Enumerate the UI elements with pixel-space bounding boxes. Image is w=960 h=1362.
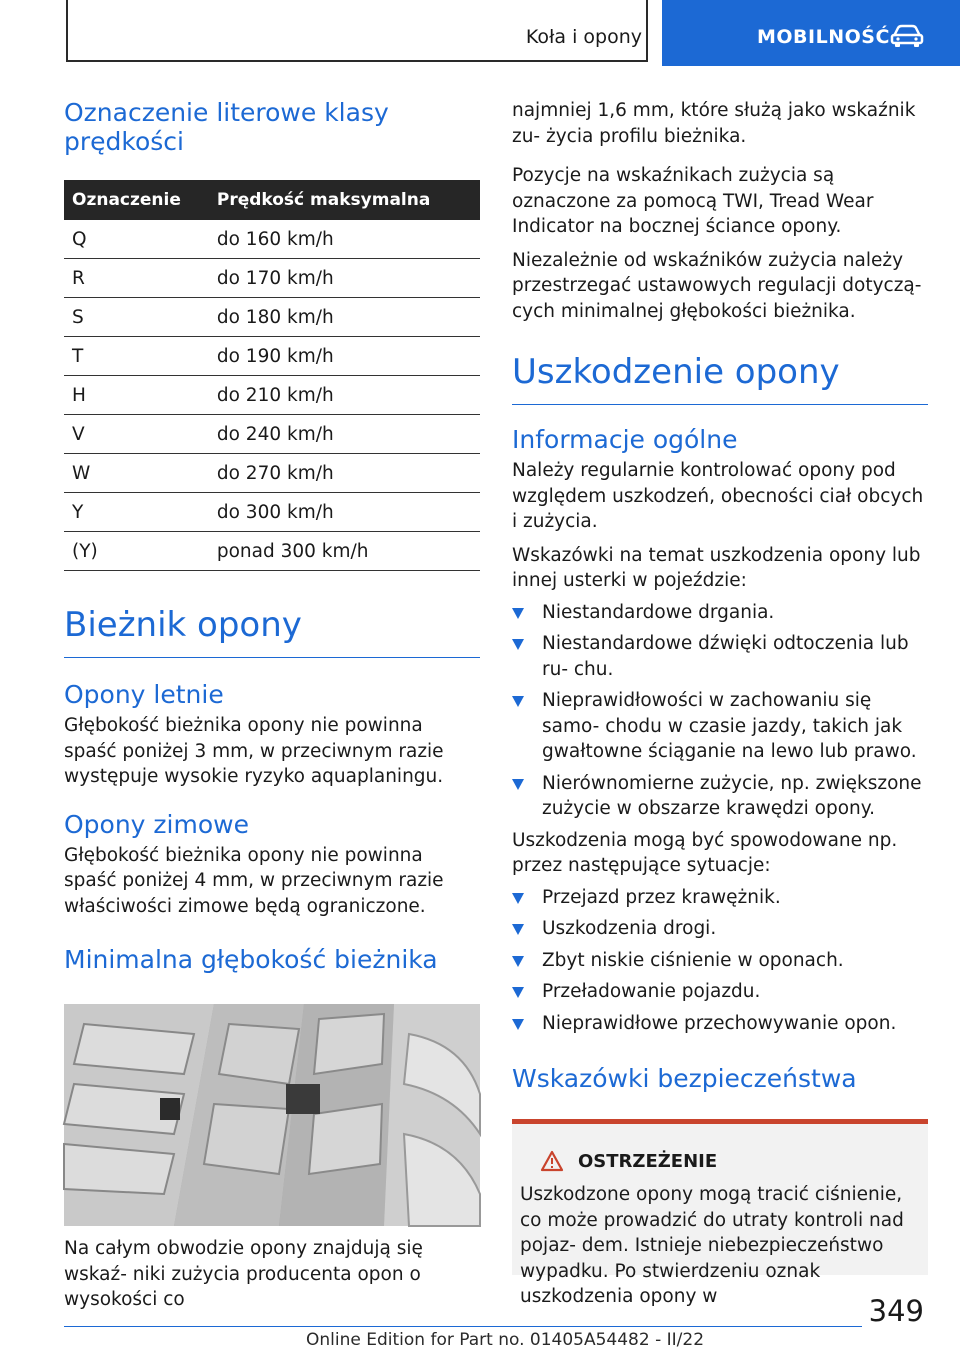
- table-cell: do 160 km/h: [207, 220, 480, 259]
- hints-text: Wskazówki na temat uszkodzenia opony lub innej usterki w pojeździe:: [512, 544, 921, 591]
- table-cell: Y: [64, 493, 207, 532]
- footer-divider: [64, 1326, 862, 1327]
- list-item: [512, 979, 928, 1005]
- image-caption: Na całym obwodzie opony znajdują się wskaź- niki zużycia producenta opon o wysokości co: [64, 1238, 423, 1310]
- warning-title-row: [520, 1150, 920, 1172]
- speed-table: [64, 180, 480, 571]
- triangle-bullet-icon: [512, 779, 524, 790]
- table-row: [64, 298, 480, 337]
- table-cell: R: [64, 259, 207, 298]
- table-cell: T: [64, 337, 207, 376]
- winter-text: Głębokość bieżnika opony nie powinna spaść poniżej 4 mm, w przeciwnym razie właściwości zimowe będą ograniczone.: [64, 844, 444, 917]
- table-row: [64, 259, 480, 298]
- continued-text: najmniej 1,6 mm, które służą jako wskaźnik zu- życia profilu bieżnika.: [512, 100, 916, 147]
- list-item-text: Niestandardowe dźwięki odtoczenia lub ru- chu.: [542, 633, 909, 680]
- tread-heading: Bieżnik opony: [64, 605, 480, 658]
- warning-text: Uszkodzone opony mogą tracić ciśnienie, co może prowadzić do utraty kontroli nad pojaz- dem. Istnieje niebezpieczeństwo wypadku. Po stwierdzeniu oznak uszkodzenia opony w: [520, 1184, 904, 1307]
- wear-indicator-large: [286, 1084, 320, 1114]
- summer-heading: Opony letnie: [64, 680, 224, 709]
- tire-tread-illustration: [64, 1004, 480, 1226]
- twi-text: Pozycje na wskaźnikach zużycia są oznaczone za pomocą TWI, Tread Wear Indicator na bocznej ściance opony.: [512, 165, 874, 237]
- causes-text: Uszkodzenia mogą być spowodowane np. przez następujące sytuacje:: [512, 829, 898, 876]
- table-cell: W: [64, 454, 207, 493]
- damage-heading: Uszkodzenie opony: [512, 352, 928, 405]
- table-cell: do 210 km/h: [207, 376, 480, 415]
- table-row: [64, 415, 480, 454]
- list-item: [512, 916, 928, 942]
- table-cell: do 300 km/h: [207, 493, 480, 532]
- safety-heading: Wskazówki bezpieczeństwa: [512, 1064, 857, 1093]
- table-header-speed: Prędkość maksymalna: [207, 180, 480, 220]
- table-cell: do 180 km/h: [207, 298, 480, 337]
- triangle-bullet-icon: [512, 639, 524, 650]
- list-item-text: Nieprawidłowości w zachowaniu się samo- chodu w czasie jazdy, takich jak gwałtowne ściąganie na lewo lub prawo.: [542, 690, 917, 762]
- causes-list: [512, 885, 928, 1037]
- right-column: [512, 98, 928, 1307]
- warning-icon: [540, 1150, 564, 1172]
- hints-list: [512, 600, 928, 822]
- table-row: [64, 337, 480, 376]
- list-item-text: Nierównomierne zużycie, np. zwiększone zużycie w obszarze krawędzi opony.: [542, 772, 922, 819]
- table-cell: ponad 300 km/h: [207, 532, 480, 571]
- regulation-text: Niezależnie od wskaźników zużycia należy przestrzegać ustawowych regulacji dotyczą- cych minimalnej głębokości bieżnika.: [512, 249, 922, 322]
- table-cell: do 270 km/h: [207, 454, 480, 493]
- triangle-bullet-icon: [512, 987, 524, 998]
- table-cell: H: [64, 376, 207, 415]
- triangle-bullet-icon: [512, 608, 524, 619]
- table-cell: Q: [64, 220, 207, 259]
- page-number: 349: [868, 1294, 924, 1328]
- left-column: [64, 98, 480, 1313]
- table-cell: V: [64, 415, 207, 454]
- chapter-tab[interactable]: [662, 0, 960, 66]
- list-item: [512, 600, 928, 626]
- warning-box: [512, 1119, 928, 1307]
- list-item-text: Przejazd przez krawężnik.: [542, 886, 781, 908]
- triangle-bullet-icon: [512, 956, 524, 967]
- table-row: [64, 493, 480, 532]
- table-cell: do 190 km/h: [207, 337, 480, 376]
- general-text: Należy regularnie kontrolować opony pod względem uszkodzeń, obecności ciał obcych i zużycia.: [512, 460, 924, 532]
- list-item: [512, 885, 928, 911]
- list-item-text: Przeładowanie pojazdu.: [542, 981, 761, 1002]
- triangle-bullet-icon: [512, 924, 524, 935]
- list-item-text: Nieprawidłowe przechowywanie opon.: [542, 1012, 897, 1034]
- table-cell: S: [64, 298, 207, 337]
- chapter-label: MOBILNOŚĆ: [757, 26, 890, 48]
- winter-heading: Opony zimowe: [64, 809, 249, 839]
- warning-title: OSTRZEŻENIE: [578, 1150, 718, 1172]
- list-item: [512, 1011, 928, 1037]
- general-heading: Informacje ogólne: [512, 425, 738, 454]
- min-depth-heading: Minimalna głębokość bieżnika: [64, 945, 438, 974]
- table-cell: do 240 km/h: [207, 415, 480, 454]
- list-item-text: Niestandardowe drgania.: [542, 601, 775, 623]
- table-row: [64, 454, 480, 493]
- triangle-bullet-icon: [512, 893, 524, 904]
- table-row: [64, 532, 480, 571]
- list-item: [512, 948, 928, 974]
- triangle-bullet-icon: [512, 1019, 524, 1030]
- table-row: [64, 220, 480, 259]
- footer-edition: Online Edition for Part no. 01405A54482 - II/22: [306, 1330, 705, 1350]
- table-cell: do 170 km/h: [207, 259, 480, 298]
- tire-tread-image: [64, 1004, 480, 1226]
- wear-indicator-small: [160, 1098, 180, 1120]
- table-row: [64, 376, 480, 415]
- triangle-bullet-icon: [512, 696, 524, 707]
- list-item: [512, 688, 928, 765]
- list-item: [512, 631, 928, 682]
- list-item: [512, 771, 928, 822]
- summer-text: Głębokość bieżnika opony nie powinna spaść poniżej 3 mm, w przeciwnym razie występuje wysokie ryzyko aquaplaningu.: [64, 715, 444, 787]
- table-cell: (Y): [64, 532, 207, 571]
- section-title: Koła i opony: [525, 26, 642, 48]
- list-item-text: Uszkodzenia drogi.: [542, 918, 717, 939]
- car-icon: [890, 24, 924, 48]
- table-header-code: Oznaczenie: [64, 180, 207, 220]
- list-item-text: Zbyt niskie ciśnienie w oponach.: [542, 949, 844, 971]
- speed-class-heading: Oznaczenie literowe klasy prędkości: [64, 98, 389, 156]
